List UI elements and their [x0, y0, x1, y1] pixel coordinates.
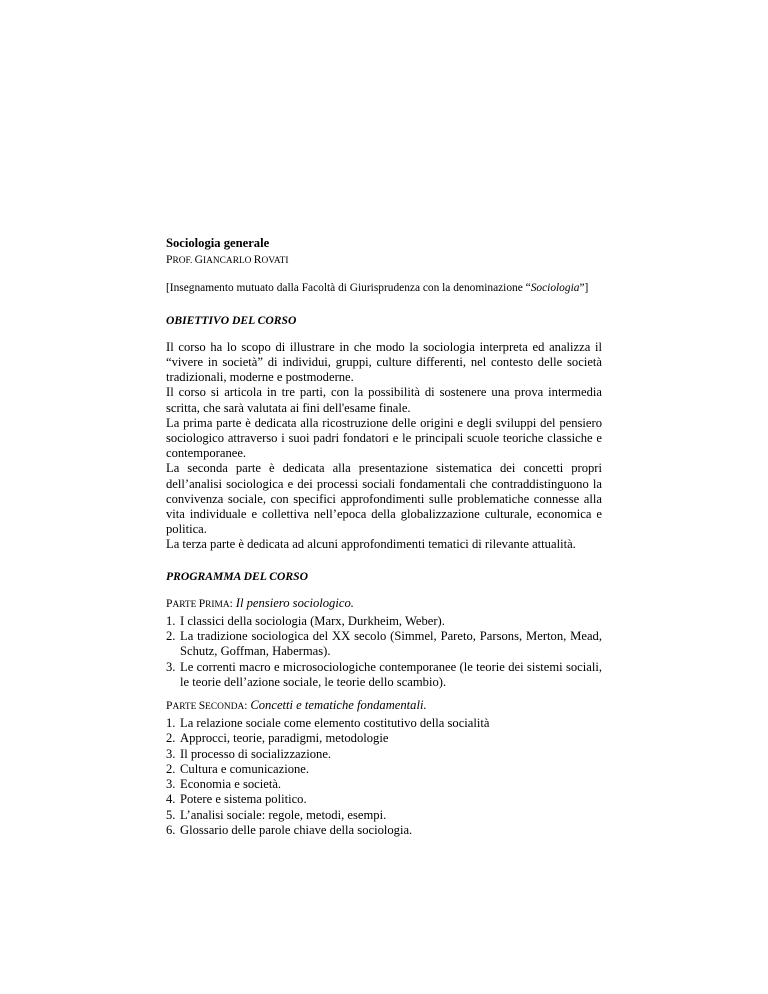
- part-1-list: [166, 614, 602, 690]
- part-2-label-rest: ARTE: [172, 702, 199, 713]
- list-item: [166, 747, 602, 762]
- part-2-topic: Concetti e tematiche fondamentali.: [250, 698, 427, 713]
- list-item-text: Le correnti macro e microsociologiche contemporanee (le teorie dei sistemi sociali, le teorie dell’azione sociale, le teorie dello scambio).: [180, 659, 602, 689]
- objective-body: [166, 340, 602, 553]
- list-item-number: 2.: [166, 761, 176, 776]
- part-1-label-rest-2: RIMA: [205, 599, 230, 610]
- program-part-1: [166, 596, 602, 690]
- list-item-text: Economia e società.: [180, 777, 282, 792]
- list-item-text: Cultura e comunicazione.: [180, 761, 310, 776]
- list-item-number: 2.: [166, 629, 176, 644]
- list-item-number: 3.: [166, 659, 176, 674]
- objective-paragraph: La seconda parte è dedicata alla presentazione sistematica dei concetti propri dell’analisi sociologica e dei processi sociali fondamentali che contraddistinguono la convivenza sociale, con specifici approfondimenti sulle problematiche connesse alla vita individuale e collettiva nell’epoca della globalizzazione culturale, economica e politica.: [166, 461, 602, 537]
- list-item-text: Glossario delle parole chiave della sociologia.: [180, 822, 413, 837]
- part-1-label-initial: P: [166, 596, 173, 610]
- note-italic: Sociologia: [530, 282, 580, 295]
- part-1-label-initial-2: P: [198, 596, 206, 610]
- list-item: [166, 660, 602, 690]
- part-1-title: [166, 596, 602, 613]
- part-1-colon: :: [229, 596, 236, 610]
- list-item: [166, 823, 602, 838]
- list-item: [166, 629, 602, 659]
- part-2-colon: :: [244, 699, 251, 713]
- part-2-label-initial-2: S: [198, 699, 206, 713]
- list-item-text: L’analisi sociale: regole, metodi, esempi.: [180, 807, 387, 822]
- part-2-title: [166, 698, 602, 715]
- program-heading: PROGRAMMA DEL CORSO: [166, 569, 308, 583]
- list-item: [166, 716, 602, 731]
- list-item-text: Approcci, teorie, paradigmi, metodologie: [180, 731, 389, 746]
- course-note: [166, 281, 602, 296]
- list-item-number: 1.: [166, 716, 176, 731]
- list-item-number: 4.: [166, 792, 176, 807]
- part-1-label-rest: ARTE: [172, 599, 199, 610]
- author-prefix-initial: P: [166, 253, 173, 267]
- course-professor: [166, 252, 602, 269]
- list-item-text: La relazione sociale come elemento costitutivo della socialità: [180, 716, 490, 731]
- list-item: [166, 762, 602, 777]
- list-item-number: 1.: [166, 614, 176, 629]
- author-prefix-rest: ROF.: [172, 256, 195, 267]
- list-item: [166, 808, 602, 823]
- list-item: [166, 777, 602, 792]
- part-2-list: [166, 716, 602, 838]
- list-item-number: 5.: [166, 807, 176, 822]
- list-item: [166, 731, 602, 746]
- course-title: Sociologia generale: [166, 236, 270, 250]
- note-before: [Insegnamento mutuato dalla Facoltà di Giurisprudenza con la denominazione “: [166, 282, 531, 295]
- document-page: [166, 236, 602, 846]
- objective-heading: OBIETTIVO DEL CORSO: [166, 313, 297, 327]
- author-last-rest: OVATI: [261, 256, 289, 267]
- list-item: [166, 792, 602, 807]
- part-2-label-rest-2: ECONDA: [205, 702, 245, 713]
- objective-paragraph: Il corso ha lo scopo di illustrare in che modo la sociologia interpreta ed analizza il “vivere in società” di individui, gruppi, culture differenti, nel contesto delle società tradizionali, moderne e postmoderne.: [166, 339, 602, 385]
- objective-paragraph: Il corso si articola in tre parti, con la possibilità di sostenere una prova intermedia scritta, che sarà valutata ai fini dell'esame finale.: [166, 385, 602, 415]
- list-item-text: Il processo di socializzazione.: [180, 746, 332, 761]
- list-item-text: I classici della sociologia (Marx, Durkheim, Weber).: [180, 614, 445, 629]
- part-1-topic: Il pensiero sociologico.: [235, 595, 354, 610]
- list-item-text: Potere e sistema politico.: [180, 792, 307, 807]
- part-2-label-initial: P: [166, 699, 173, 713]
- note-after: ”]: [579, 282, 589, 295]
- list-item-number: 2.: [166, 731, 176, 746]
- list-item-number: 6.: [166, 822, 176, 837]
- author-first-rest: IANCARLO: [203, 256, 254, 267]
- author-first-initial: G: [194, 253, 204, 267]
- objective-paragraph: La prima parte è dedicata alla ricostruzione delle origini e degli sviluppi del pensiero sociologico attraverso i suoi padri fondatori e le principali scuole teoriche classiche e contemporanee.: [166, 415, 602, 461]
- list-item-number: 3.: [166, 746, 176, 761]
- objective-paragraph: La terza parte è dedicata ad alcuni approfondimenti tematici di rilevante attualità.: [166, 537, 576, 552]
- list-item-text: La tradizione sociologica del XX secolo (Simmel, Pareto, Parsons, Merton, Mead, Schutz, Goffman, Habermas).: [180, 629, 602, 659]
- program-part-2: [166, 698, 602, 838]
- list-item: [166, 614, 602, 629]
- author-last-initial: R: [253, 253, 262, 267]
- list-item-number: 3.: [166, 777, 176, 792]
